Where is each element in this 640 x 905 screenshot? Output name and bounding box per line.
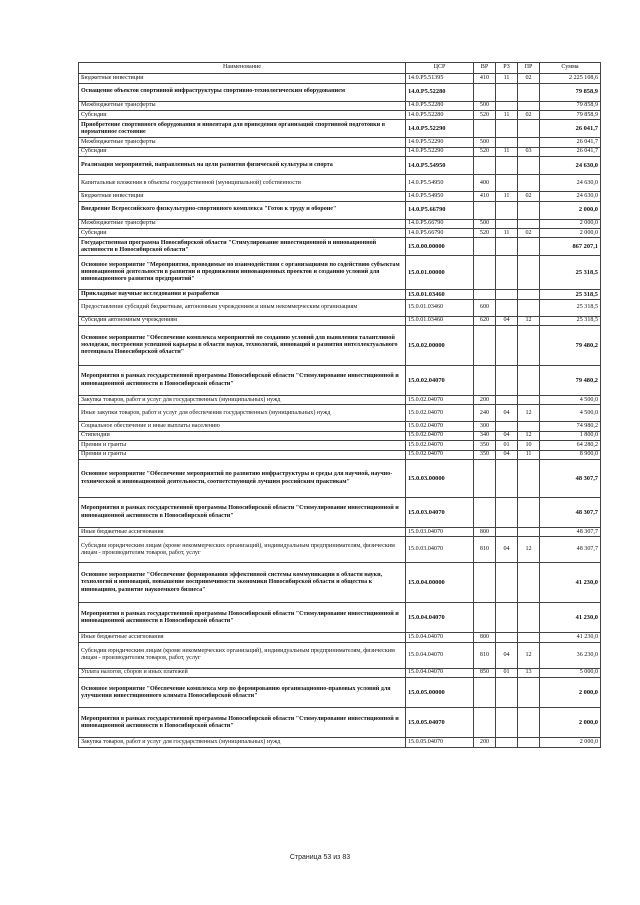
row-sum-cell: 2 000,0: [540, 738, 601, 747]
header-csr: ЦСР: [406, 63, 474, 74]
row-name-cell: Субсидии юридическим лицам (кроме некоммерческих организаций), индивидуальным предпринимателям, физическим лицам - производителям товаров, работ, услуг: [79, 642, 406, 668]
row-name-cell: Уплата налогов, сборов и иных платежей: [79, 668, 406, 677]
row-rz-cell: [496, 366, 518, 396]
table-row: [79, 642, 601, 668]
row-csr-cell: 14.0.P5.52280: [406, 83, 474, 101]
row-vr-cell: [474, 678, 496, 708]
page-footer: Страница 53 из 83: [289, 854, 351, 861]
row-csr-cell: 15.0.05.04070: [406, 708, 474, 738]
row-vr-cell: [474, 120, 496, 138]
row-sum-cell: 24 630,0: [540, 157, 601, 175]
table-row: [79, 738, 601, 747]
row-csr-cell: 14.0.P5.51395: [406, 74, 474, 83]
row-sum-cell: 64 280,2: [540, 441, 601, 450]
row-vr-cell: [474, 708, 496, 738]
row-csr-cell: 14.0.P5.52290: [406, 147, 474, 156]
row-pr-cell: 12: [518, 431, 540, 440]
row-rz-cell: [496, 83, 518, 101]
row-name-cell: Субсидии: [79, 147, 406, 156]
row-rz-cell: [496, 460, 518, 498]
table-row: [79, 460, 601, 498]
table-header-row: [79, 63, 601, 74]
row-vr-cell: 240: [474, 405, 496, 422]
row-csr-cell: 15.0.03.00000: [406, 460, 474, 498]
row-name-cell: Основное мероприятие "Обеспечение формирования эффективной системы коммуникации в области науки, технологий и инноваций, повышение восприимчивости экономики Новосибирской области и общества к инновациям, развитие наукоемкого бизнеса": [79, 563, 406, 603]
row-rz-cell: [496, 498, 518, 528]
table-row: [79, 603, 601, 633]
row-csr-cell: 14.0.P5.66790: [406, 219, 474, 228]
row-csr-cell: 14.0.P5.52290: [406, 138, 474, 147]
row-csr-cell: 15.0.02.04070: [406, 441, 474, 450]
row-name-cell: Основное мероприятие "Мероприятия, проводимые во взаимодействии с организациями по содействию субъектам инновационной деятельности в развитии и продвижении инновационных проектов и созданию условий для инновационного развития предприятий": [79, 256, 406, 290]
row-csr-cell: 14.0.P5.54950: [406, 192, 474, 201]
row-csr-cell: 15.0.02.04070: [406, 422, 474, 431]
table-row: [79, 299, 601, 316]
row-sum-cell: 25 318,5: [540, 299, 601, 316]
row-sum-cell: 24 630,0: [540, 175, 601, 192]
row-vr-cell: 620: [474, 316, 496, 325]
row-sum-cell: 48 307,7: [540, 460, 601, 498]
row-rz-cell: 04: [496, 450, 518, 459]
row-name-cell: Субсидии: [79, 110, 406, 119]
table-row: [79, 396, 601, 405]
row-vr-cell: [474, 238, 496, 256]
row-vr-cell: 520: [474, 147, 496, 156]
table-row: [79, 441, 601, 450]
row-rz-cell: [496, 396, 518, 405]
row-rz-cell: [496, 603, 518, 633]
row-rz-cell: [496, 299, 518, 316]
row-pr-cell: [518, 603, 540, 633]
header-vr: ВР: [474, 63, 496, 74]
table-row: [79, 138, 601, 147]
row-csr-cell: 14.0.P5.52280: [406, 101, 474, 110]
row-sum-cell: 24 630,0: [540, 192, 601, 201]
row-csr-cell: 14.0.P5.52280: [406, 110, 474, 119]
row-vr-cell: 850: [474, 668, 496, 677]
row-sum-cell: 2 000,0: [540, 201, 601, 219]
row-sum-cell: 79 480,2: [540, 366, 601, 396]
row-sum-cell: 79 858,9: [540, 110, 601, 119]
table-row: [79, 219, 601, 228]
table-row: [79, 228, 601, 237]
row-sum-cell: 2 225 108,6: [540, 74, 601, 83]
row-name-cell: Мероприятия в рамках государственной программы Новосибирской области "Стимулирование инвестиционной и инновационной активности в Новосибирской области": [79, 366, 406, 396]
row-name-cell: Иные закупки товаров, работ и услуг для обеспечения государственных (муниципальных) нужд: [79, 405, 406, 422]
row-rz-cell: [496, 219, 518, 228]
row-csr-cell: 14.0.P5.52290: [406, 120, 474, 138]
table-row: [79, 101, 601, 110]
row-pr-cell: [518, 201, 540, 219]
row-pr-cell: [518, 326, 540, 366]
row-vr-cell: 810: [474, 642, 496, 668]
row-sum-cell: 74 980,2: [540, 422, 601, 431]
row-csr-cell: 15.0.01.03460: [406, 299, 474, 316]
row-csr-cell: 15.0.02.04070: [406, 431, 474, 440]
table-row: [79, 708, 601, 738]
row-pr-cell: 12: [518, 537, 540, 563]
row-vr-cell: [474, 83, 496, 101]
table-row: [79, 120, 601, 138]
row-sum-cell: 4 500,0: [540, 405, 601, 422]
row-csr-cell: 15.0.04.04070: [406, 642, 474, 668]
row-name-cell: Предоставление субсидий бюджетным, автономным учреждениям и иным некоммерческим организациям: [79, 299, 406, 316]
row-vr-cell: 800: [474, 633, 496, 642]
row-rz-cell: [496, 101, 518, 110]
row-pr-cell: 11: [518, 450, 540, 459]
row-rz-cell: 04: [496, 642, 518, 668]
row-name-cell: Прикладные научные исследования и разработки: [79, 290, 406, 299]
row-csr-cell: 15.0.04.00000: [406, 563, 474, 603]
row-name-cell: Закупка товаров, работ и услуг для государственных (муниципальных) нужд: [79, 738, 406, 747]
row-vr-cell: 410: [474, 192, 496, 201]
table-row: [79, 175, 601, 192]
table-row: [79, 256, 601, 290]
row-name-cell: Социальное обеспечение и иные выплаты населению: [79, 422, 406, 431]
row-name-cell: Стипендии: [79, 431, 406, 440]
row-sum-cell: 2 000,0: [540, 219, 601, 228]
row-pr-cell: [518, 422, 540, 431]
row-rz-cell: [496, 238, 518, 256]
row-sum-cell: 26 041,7: [540, 120, 601, 138]
row-vr-cell: 350: [474, 450, 496, 459]
table-row: [79, 450, 601, 459]
row-pr-cell: [518, 238, 540, 256]
row-csr-cell: 15.0.02.04070: [406, 450, 474, 459]
row-rz-cell: 04: [496, 405, 518, 422]
row-rz-cell: [496, 201, 518, 219]
row-pr-cell: [518, 157, 540, 175]
row-pr-cell: 12: [518, 316, 540, 325]
row-rz-cell: [496, 138, 518, 147]
row-vr-cell: [474, 498, 496, 528]
row-name-cell: Субсидии автономным учреждениям: [79, 316, 406, 325]
row-rz-cell: 11: [496, 74, 518, 83]
row-pr-cell: [518, 396, 540, 405]
row-csr-cell: 15.0.02.04070: [406, 396, 474, 405]
row-csr-cell: 15.0.02.00000: [406, 326, 474, 366]
row-rz-cell: 04: [496, 431, 518, 440]
row-pr-cell: 02: [518, 192, 540, 201]
row-rz-cell: [496, 290, 518, 299]
row-csr-cell: 15.0.05.04070: [406, 738, 474, 747]
row-vr-cell: 520: [474, 110, 496, 119]
row-csr-cell: 14.0.P5.66790: [406, 228, 474, 237]
row-pr-cell: [518, 175, 540, 192]
row-rz-cell: [496, 256, 518, 290]
row-vr-cell: 500: [474, 101, 496, 110]
row-csr-cell: 15.0.02.04070: [406, 405, 474, 422]
row-vr-cell: 800: [474, 528, 496, 537]
row-sum-cell: 4 500,0: [540, 396, 601, 405]
row-sum-cell: 41 230,0: [540, 563, 601, 603]
row-name-cell: Капитальные вложения в объекты государственной (муниципальной) собственности: [79, 175, 406, 192]
table-row: [79, 498, 601, 528]
row-pr-cell: [518, 460, 540, 498]
row-name-cell: Бюджетные инвестиции: [79, 192, 406, 201]
row-csr-cell: 15.0.03.04070: [406, 537, 474, 563]
row-pr-cell: [518, 633, 540, 642]
row-sum-cell: 867 207,1: [540, 238, 601, 256]
table-row: [79, 563, 601, 603]
row-csr-cell: 14.0.P5.66790: [406, 201, 474, 219]
row-vr-cell: 200: [474, 396, 496, 405]
row-rz-cell: [496, 678, 518, 708]
row-sum-cell: 79 480,2: [540, 326, 601, 366]
row-vr-cell: [474, 603, 496, 633]
row-pr-cell: 10: [518, 441, 540, 450]
row-name-cell: Иные бюджетные ассигнования: [79, 633, 406, 642]
row-vr-cell: [474, 290, 496, 299]
table-body: [79, 74, 601, 747]
header-pr: ПР: [518, 63, 540, 74]
row-pr-cell: [518, 101, 540, 110]
row-csr-cell: 15.0.03.04070: [406, 498, 474, 528]
row-vr-cell: [474, 157, 496, 175]
row-pr-cell: [518, 708, 540, 738]
row-csr-cell: 15.0.02.04070: [406, 366, 474, 396]
table-row: [79, 366, 601, 396]
row-pr-cell: [518, 290, 540, 299]
row-sum-cell: 8 900,0: [540, 450, 601, 459]
row-name-cell: Основное мероприятие "Обеспечение мероприятий по развитию инфраструктуры и среды для научной, научно-технической и инновационной деятельности, соответствующей лучшим российским практикам": [79, 460, 406, 498]
row-rz-cell: 11: [496, 192, 518, 201]
row-sum-cell: 25 318,5: [540, 316, 601, 325]
row-sum-cell: 25 318,5: [540, 290, 601, 299]
header-rz: РЗ: [496, 63, 518, 74]
row-rz-cell: [496, 528, 518, 537]
row-rz-cell: 11: [496, 110, 518, 119]
row-name-cell: Мероприятия в рамках государственной программы Новосибирской области "Стимулирование инвестиционной и инновационной активности в Новосибирской области": [79, 708, 406, 738]
table-row: [79, 405, 601, 422]
row-rz-cell: [496, 326, 518, 366]
row-pr-cell: [518, 120, 540, 138]
row-pr-cell: 02: [518, 74, 540, 83]
table-row: [79, 157, 601, 175]
row-name-cell: Премии и гранты: [79, 450, 406, 459]
row-vr-cell: 520: [474, 228, 496, 237]
row-sum-cell: 48 307,7: [540, 528, 601, 537]
row-rz-cell: [496, 738, 518, 747]
row-rz-cell: [496, 633, 518, 642]
row-rz-cell: [496, 563, 518, 603]
row-sum-cell: 36 230,0: [540, 642, 601, 668]
row-name-cell: Премии и гранты: [79, 441, 406, 450]
row-name-cell: Приобретение спортивного оборудования и инвентаря для приведения организаций спортивной подготовки в нормативное состояние: [79, 120, 406, 138]
table-row: [79, 83, 601, 101]
table-row: [79, 238, 601, 256]
row-sum-cell: 48 307,7: [540, 498, 601, 528]
row-name-cell: Межбюджетные трансферты: [79, 101, 406, 110]
row-csr-cell: 15.0.04.04070: [406, 603, 474, 633]
table-row: [79, 147, 601, 156]
row-rz-cell: 01: [496, 441, 518, 450]
row-csr-cell: 15.0.01.03460: [406, 290, 474, 299]
row-pr-cell: [518, 138, 540, 147]
table-row: [79, 422, 601, 431]
row-sum-cell: 79 858,9: [540, 101, 601, 110]
row-rz-cell: [496, 157, 518, 175]
row-sum-cell: 25 318,5: [540, 256, 601, 290]
row-pr-cell: [518, 738, 540, 747]
row-name-cell: Мероприятия в рамках государственной программы Новосибирской области "Стимулирование инвестиционной и инновационной активности в Новосибирской области": [79, 498, 406, 528]
row-name-cell: Основное мероприятие "Обеспечение комплекса мероприятий по созданию условий для выявления талантливой молодежи, построения успешной карьеры в области науки, технологий, инноваций и развития интеллектуального потенциала Новосибирской области": [79, 326, 406, 366]
table-row: [79, 326, 601, 366]
row-name-cell: Субсидии юридическим лицам (кроме некоммерческих организаций), индивидуальным предпринимателям, физическим лицам - производителям товаров, работ, услуг: [79, 537, 406, 563]
row-pr-cell: 02: [518, 228, 540, 237]
row-vr-cell: [474, 326, 496, 366]
row-vr-cell: [474, 460, 496, 498]
table-row: [79, 316, 601, 325]
row-vr-cell: 340: [474, 431, 496, 440]
row-pr-cell: [518, 299, 540, 316]
row-rz-cell: 11: [496, 147, 518, 156]
row-sum-cell: 41 230,0: [540, 633, 601, 642]
table-row: [79, 678, 601, 708]
row-vr-cell: [474, 201, 496, 219]
table-row: [79, 110, 601, 119]
row-pr-cell: [518, 528, 540, 537]
header-sum: Сумма: [540, 63, 601, 74]
budget-sheet: [78, 62, 600, 748]
row-pr-cell: [518, 219, 540, 228]
row-vr-cell: [474, 366, 496, 396]
row-pr-cell: [518, 366, 540, 396]
row-vr-cell: 200: [474, 738, 496, 747]
row-name-cell: Мероприятия в рамках государственной программы Новосибирской области "Стимулирование инвестиционной и инновационной активности в Новосибирской области": [79, 603, 406, 633]
row-pr-cell: 02: [518, 110, 540, 119]
row-rz-cell: [496, 708, 518, 738]
row-sum-cell: 26 041,7: [540, 138, 601, 147]
row-csr-cell: 15.0.04.04070: [406, 633, 474, 642]
row-pr-cell: [518, 256, 540, 290]
row-rz-cell: [496, 422, 518, 431]
row-vr-cell: 500: [474, 219, 496, 228]
row-rz-cell: [496, 120, 518, 138]
row-pr-cell: 12: [518, 405, 540, 422]
row-name-cell: Государственная программа Новосибирской области "Стимулирование инвестиционной и инновационной активности в Новосибирской области": [79, 238, 406, 256]
row-name-cell: Иные бюджетные ассигнования: [79, 528, 406, 537]
row-pr-cell: [518, 83, 540, 101]
row-vr-cell: 810: [474, 537, 496, 563]
row-vr-cell: 600: [474, 299, 496, 316]
row-csr-cell: 15.0.05.00000: [406, 678, 474, 708]
row-rz-cell: [496, 175, 518, 192]
row-name-cell: Оснащение объектов спортивной инфраструктуры спортивно-технологическим оборудованием: [79, 83, 406, 101]
row-pr-cell: [518, 678, 540, 708]
table-row: [79, 668, 601, 677]
table-row: [79, 431, 601, 440]
row-vr-cell: 400: [474, 175, 496, 192]
row-name-cell: Межбюджетные трансферты: [79, 219, 406, 228]
row-sum-cell: 79 858,9: [540, 83, 601, 101]
row-pr-cell: 13: [518, 668, 540, 677]
row-vr-cell: 500: [474, 138, 496, 147]
table-row: [79, 201, 601, 219]
row-name-cell: Реализация мероприятий, направленных на цели развития физической культуры и спорта: [79, 157, 406, 175]
table-row: [79, 528, 601, 537]
table-row: [79, 74, 601, 83]
row-rz-cell: 04: [496, 537, 518, 563]
row-sum-cell: 26 041,7: [540, 147, 601, 156]
row-rz-cell: 04: [496, 316, 518, 325]
row-csr-cell: 15.0.04.04070: [406, 668, 474, 677]
row-csr-cell: 14.0.P5.54950: [406, 157, 474, 175]
row-csr-cell: 15.0.03.04070: [406, 528, 474, 537]
row-vr-cell: [474, 256, 496, 290]
row-vr-cell: 410: [474, 74, 496, 83]
row-pr-cell: [518, 498, 540, 528]
table-row: [79, 290, 601, 299]
row-name-cell: Закупка товаров, работ и услуг для государственных (муниципальных) нужд: [79, 396, 406, 405]
row-vr-cell: 350: [474, 441, 496, 450]
row-pr-cell: 12: [518, 642, 540, 668]
row-sum-cell: 2 000,0: [540, 228, 601, 237]
row-name-cell: Межбюджетные трансферты: [79, 138, 406, 147]
row-name-cell: Субсидии: [79, 228, 406, 237]
row-csr-cell: 15.0.00.00000: [406, 238, 474, 256]
budget-table: [78, 62, 601, 748]
row-sum-cell: 1 800,0: [540, 431, 601, 440]
row-sum-cell: 5 000,0: [540, 668, 601, 677]
header-name: Наименование: [79, 63, 406, 74]
row-sum-cell: 2 000,0: [540, 708, 601, 738]
table-row: [79, 192, 601, 201]
row-name-cell: Основное мероприятие "Обеспечение комплекса мер по формированию организационно-правовых условий для улучшения инвестиционного климата Новосибирской области": [79, 678, 406, 708]
row-csr-cell: 15.0.01.03460: [406, 316, 474, 325]
row-sum-cell: 41 230,0: [540, 603, 601, 633]
table-row: [79, 633, 601, 642]
row-sum-cell: 48 307,7: [540, 537, 601, 563]
row-name-cell: Бюджетные инвестиции: [79, 74, 406, 83]
row-name-cell: Внедрение Всероссийского физкультурно-спортивного комплекса "Готов к труду и обороне": [79, 201, 406, 219]
row-vr-cell: [474, 563, 496, 603]
row-pr-cell: [518, 563, 540, 603]
row-sum-cell: 2 000,0: [540, 678, 601, 708]
row-csr-cell: 15.0.01.00000: [406, 256, 474, 290]
row-vr-cell: 300: [474, 422, 496, 431]
row-rz-cell: 11: [496, 228, 518, 237]
row-csr-cell: 14.0.P5.54950: [406, 175, 474, 192]
row-rz-cell: 01: [496, 668, 518, 677]
row-pr-cell: 03: [518, 147, 540, 156]
table-row: [79, 537, 601, 563]
